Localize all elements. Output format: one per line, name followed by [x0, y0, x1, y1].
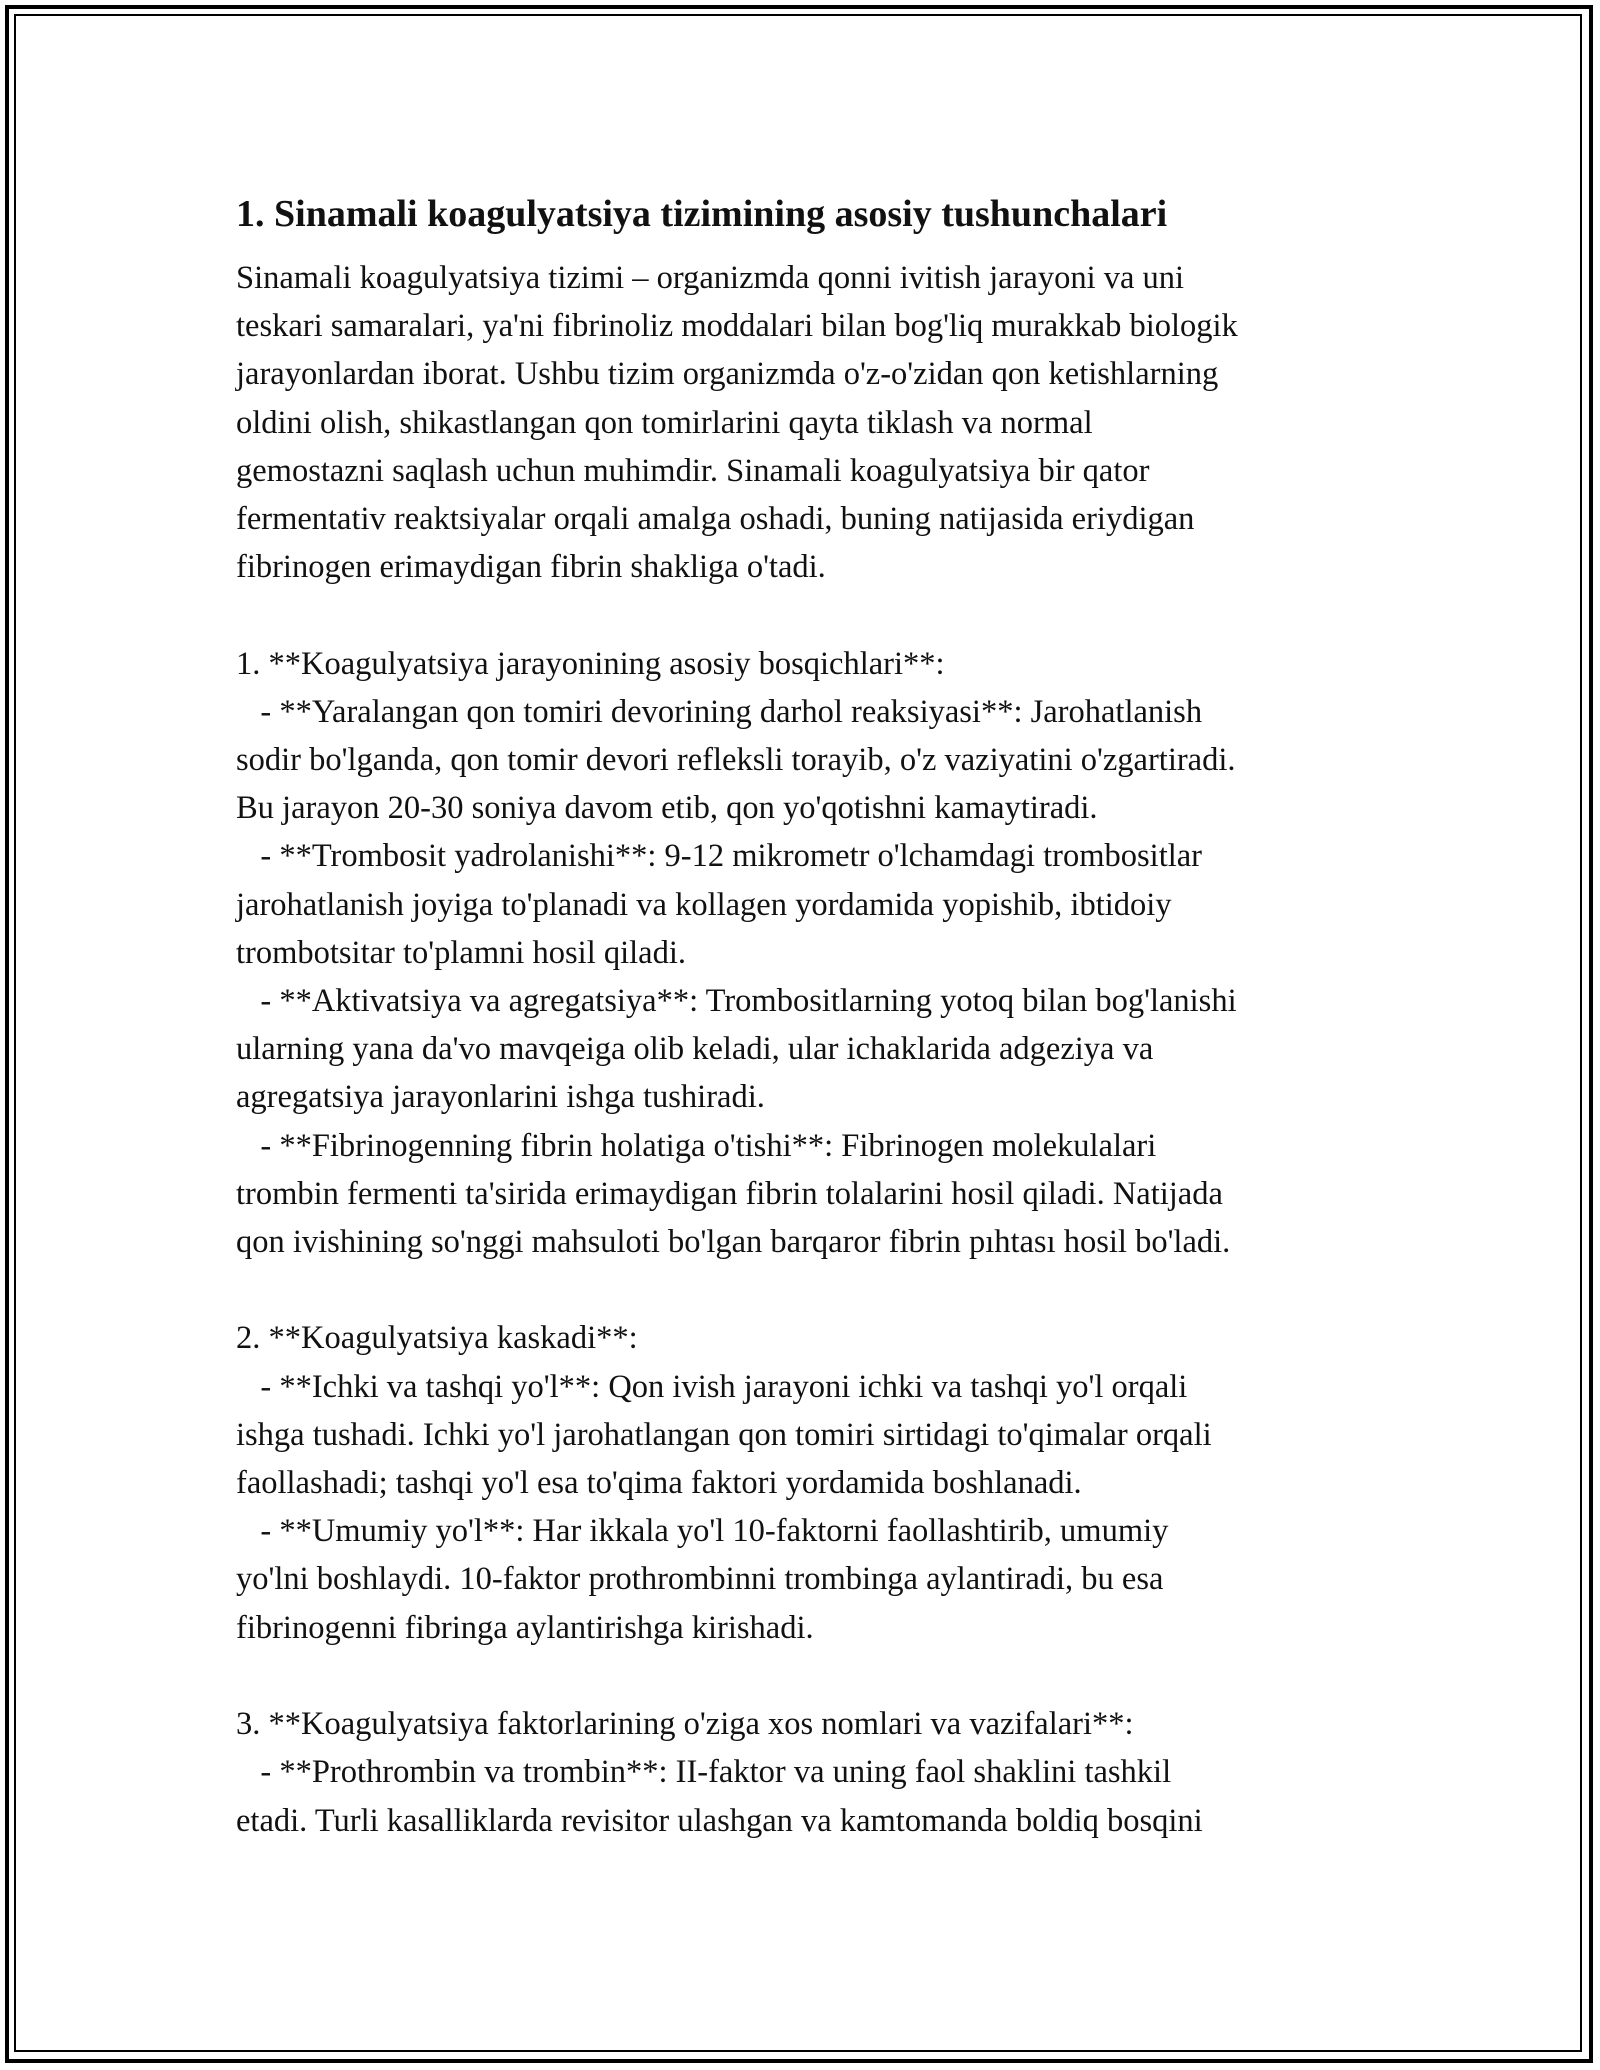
- document-body: Sinamali koagulyatsiya tizimi – organizmda qonni ivitish jarayoni va uni teskari samaralari, ya'ni fibrinoliz moddalari bilan bog'liq murakkab biologik jarayonlardan iborat. Ushbu tizim organizmda o'z-o'zidan qon ketishlarning oldini olish, shikastlangan qon tomirlarini qayta tiklash va normal gemostazni saqlash uchun muhimdir. Sinamali koagulyatsiya bir qator fermentativ reaktsiyalar orqali amalga oshadi, buning natijasida eriydigan fibrinogen erimaydigan fibrin shakliga o'tadi. 1. **Koagulyatsiya jarayonining asosiy bosqichlari**: - **Yaralangan qon tomiri devorining darhol reaksiyasi**: Jarohatlanish sodir bo'lganda, qon tomir devori refleksli torayib, o'z vaziyatini o'zgartiradi. Bu jarayon 20-30 soniya davom etib, qon yo'qotishni kamaytiradi. - **Trombosit yadrolanishi**: 9-12 mikrometr o'lchamdagi trombositlar jarohatlanish joyiga to'planadi va kollagen yordamida yopishib, ibtidoiy trombotsitar to'plamni hosil qiladi. - **Aktivatsiya va agregatsiya**: Trombositlarning yotoq bilan bog'lanishi ularning yana da'vo mavqeiga olib keladi, ular ichaklarida adgeziya va agregatsiya jarayonlarini ishga tushiradi. - **Fibrinogenning fibrin holatiga o'tishi**: Fibrinogen molekulalari trombin fermenti ta'sirida erimaydigan fibrin tolalarini hosil qiladi. Natijada qon ivishining so'nggi mahsuloti bo'lgan barqaror fibrin pıhtası hosil bo'ladi. 2. **Koagulyatsiya kaskadi**: - **Ichki va tashqi yo'l**: Qon ivish jarayoni ichki va tashqi yo'l orqali ishga tushadi. Ichki yo'l jarohatlangan qon tomiri sirtidagi to'qimalar orqali faollashadi; tashqi yo'l esa to'qima faktori yordamida boshlanadi. - **Umumiy yo'l**: Har ikkala yo'l 10-faktorni faollashtirib, umumiy yo'lni boshlaydi. 10-faktor prothrombinni trombinga aylantiradi, bu esa fibrinogenni fibringa aylantirishga kirishadi. 3. **Koagulyatsiya faktorlarining o'ziga xos nomlari va vazifalari**: - **Prothrombin va trombin**: II-faktor va uning faol shaklini tashkil etadi. Turli kasalliklarda revisitor ulashgan va kamtomanda boldiq bosqini: [236, 260, 1238, 1839]
- page-title: 1. Sinamali koagulyatsiya tizimining asosiy tushunchalari: [236, 193, 1168, 235]
- document-content: [236, 186, 1376, 1845]
